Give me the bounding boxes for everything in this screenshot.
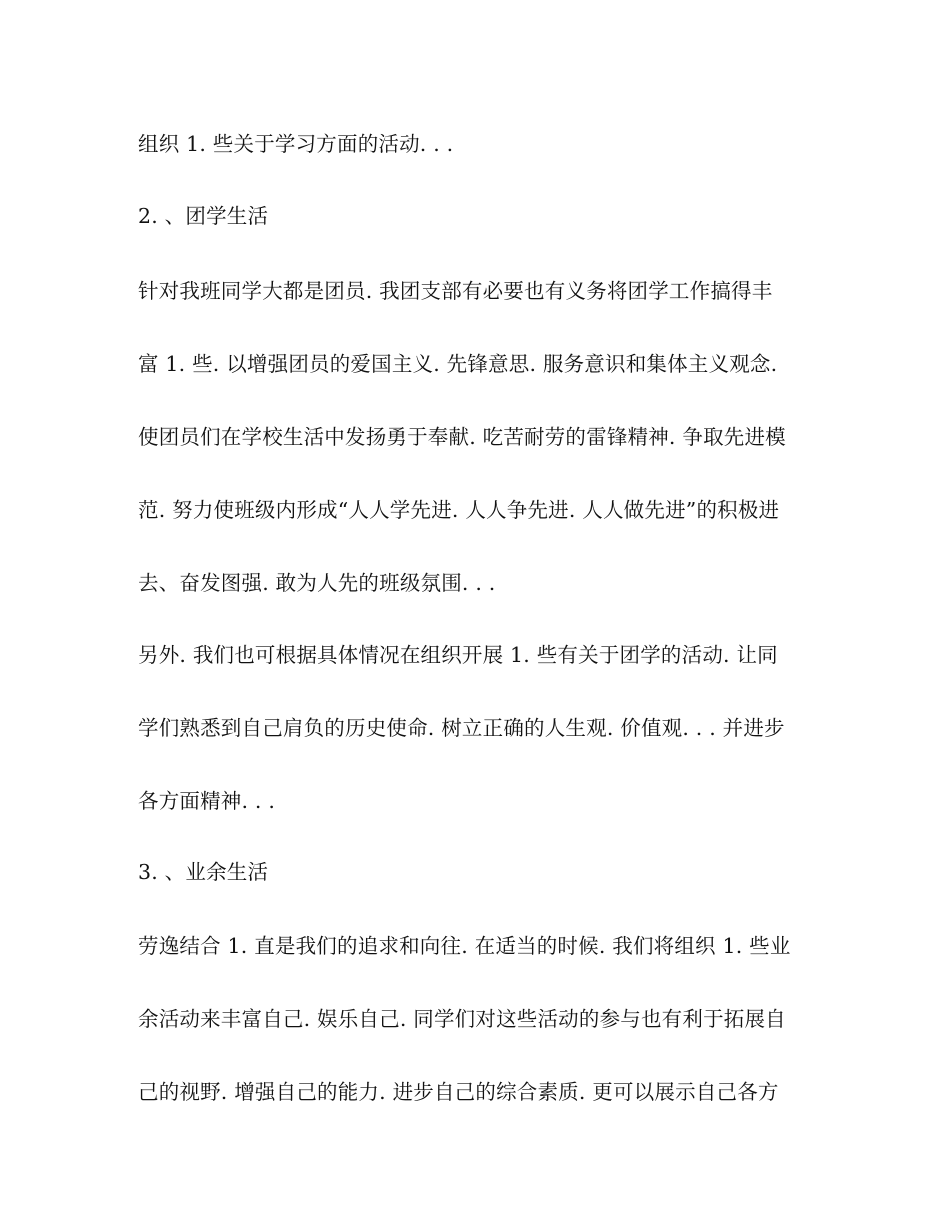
paragraph-line-10: 各方面精神. . . xyxy=(138,789,276,813)
section-heading-2: 2. 、团学生活 xyxy=(138,204,269,228)
paragraph-line-14: 己的视野. 增强自己的能力. 进步自己的综合素质. 更可以展示自己各方 xyxy=(138,1080,779,1104)
paragraph-line-3: 针对我班同学大都是团员. 我团支部有必要也有义务将团学工作搞得丰 xyxy=(138,279,773,303)
paragraph-line-4: 富 1. 些. 以增强团员的爱国主义. 先锋意思. 服务意识和集体主义观念. xyxy=(138,352,778,376)
paragraph-line-13: 余活动来丰富自己. 娱乐自己. 同学们对这些活动的参与也有利于拓展自 xyxy=(138,1007,786,1031)
section-heading-3: 3. 、业余生活 xyxy=(138,860,269,884)
paragraph-line-8: 另外. 我们也可根据具体情况在组织开展 1. 些有关于团学的活动. 让同 xyxy=(138,643,778,667)
paragraph-line-7: 去、奋发图强. 敢为人先的班级氛围. . . xyxy=(138,571,496,595)
paragraph-line-5: 使团员们在学校生活中发扬勇于奉献. 吃苦耐劳的雷锋精神. 争取先进模 xyxy=(138,425,786,449)
paragraph-line-6: 范. 努力使班级内形成“人人学先进. 人人争先进. 人人做先进”的积极进 xyxy=(138,498,780,522)
paragraph-line-9: 学们熟悉到自己肩负的历史使命. 树立正确的人生观. 价值观. . . 并进步 xyxy=(138,716,785,740)
paragraph-line-1: 组织 1. 些关于学习方面的活动. . . xyxy=(138,132,454,156)
paragraph-line-12: 劳逸结合 1. 直是我们的追求和向往. 在适当的时候. 我们将组织 1. 些业 xyxy=(138,934,791,958)
